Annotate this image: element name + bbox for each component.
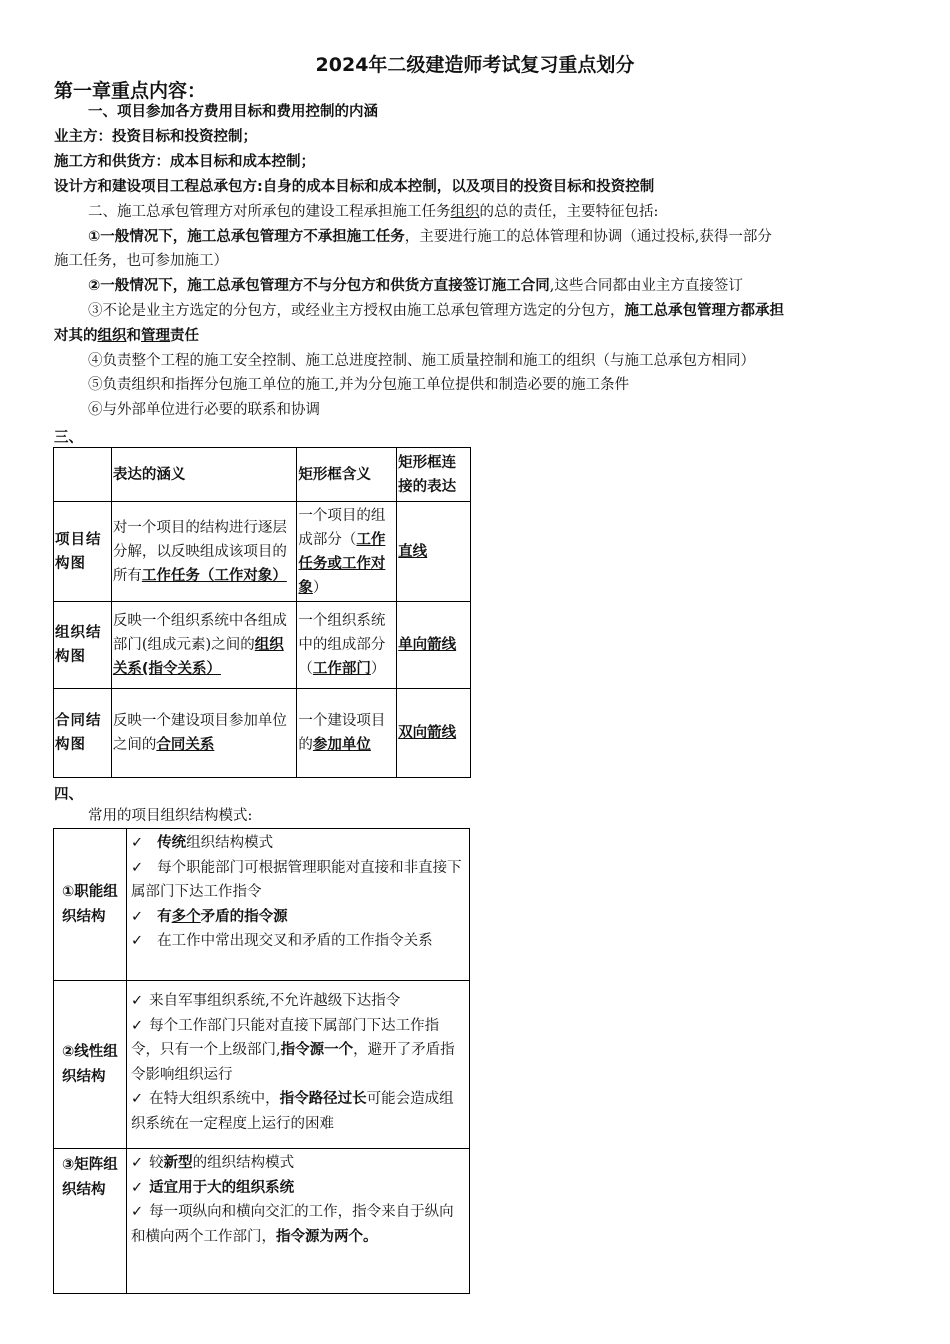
table-row	[54, 981, 470, 1149]
table-header-row	[54, 448, 471, 502]
list-item	[131, 1014, 465, 1088]
p3-wrap-u1: 组织	[97, 328, 127, 344]
row-box	[297, 689, 397, 778]
point-3-text: ③不论是业主方选定的分包方，或经业主方授权由施工总承包管理方选定的分包方，	[88, 303, 625, 319]
check-icon: ✓	[131, 1091, 144, 1107]
row-items	[127, 1149, 470, 1294]
box-text-end: ）	[370, 661, 386, 677]
item-bold: 指令源为两个	[276, 1228, 363, 1245]
table-row	[54, 502, 471, 602]
item-bold: 指令路径过长	[279, 1091, 367, 1107]
row-link: 直线	[397, 502, 471, 602]
item-bold: 传统	[157, 835, 187, 851]
list-item	[131, 1200, 465, 1249]
item-text: 每个工作部门只能对直接下属部门下达工作指令，只有一个上级部门,	[131, 1017, 440, 1058]
row-name: ③矩阵组织结构	[54, 1149, 127, 1294]
list-item	[131, 905, 465, 930]
header-empty	[54, 448, 112, 502]
meaning-key: 合同关系	[156, 737, 215, 753]
point-1	[88, 227, 772, 247]
item-text: 有	[157, 908, 172, 925]
meaning-text: 对一个项目的结构进行逐层分解，以反映组成该项目的所有	[112, 519, 287, 584]
item-text-end: 。	[363, 1228, 378, 1245]
box-text-end: ）	[312, 579, 328, 596]
table-row	[54, 689, 471, 778]
row-name: ②线性组织结构	[54, 981, 127, 1149]
check-icon: ✓	[131, 1017, 144, 1034]
item-text: 来自军事组织系统,不允许越级下达指令	[149, 993, 401, 1009]
point-5: ⑤负责组织和指挥分包施工单位的施工,并为分包施工单位提供和制造必要的施工条件	[88, 377, 630, 393]
org-structure-table	[53, 828, 470, 1294]
header-link: 矩形框连接的表达	[397, 448, 471, 502]
row-box	[297, 602, 397, 689]
row-meaning	[111, 689, 297, 778]
row-link: 双向箭线	[397, 689, 471, 778]
intro-text-end: 的总的责任，主要特征包括:	[479, 204, 659, 220]
p3-wrap-a: 对其的	[54, 328, 98, 344]
box-text: 一个组织系统中的组成部分（	[298, 613, 386, 677]
p3-wrap-b: 责任	[170, 328, 199, 344]
point-2	[88, 276, 743, 296]
meaning-text: 反映一个组织系统中各组成部门(组成元素)之间的	[112, 613, 287, 653]
table-row	[54, 1149, 470, 1294]
check-icon: ✓	[131, 1204, 144, 1220]
section-2-intro	[88, 202, 658, 222]
section-1-owner: 业主方：投资目标和投资控制；	[54, 129, 257, 145]
box-key: 工作任务或工作对象	[298, 531, 386, 596]
row-name: 合同结构图	[54, 689, 112, 778]
box-key: 工作部门	[312, 661, 371, 677]
header-box: 矩形框含义	[297, 448, 397, 502]
item-text-end: 的组织结构模式	[192, 1155, 295, 1171]
item-text: 适宜用于大的组织系统	[149, 1179, 295, 1196]
row-name: ①职能组织结构	[54, 829, 127, 981]
check-icon: ✓	[131, 859, 144, 876]
structure-chart-table	[53, 447, 471, 778]
list-item	[131, 929, 465, 954]
point-3-wrap	[54, 326, 199, 346]
row-link: 单向箭线	[397, 602, 471, 689]
point-2-rest: ,这些合同都由业主方直接签订	[549, 278, 743, 294]
list-item	[131, 1151, 465, 1176]
intro-text: 二、施工总承包管理方对所承包的建设工程承担施工任务	[88, 204, 451, 220]
item-text-end: 可能会造成组织系统在一定程度上运行的困难	[131, 1091, 454, 1132]
section-1-contractor: 施工方和供货方：成本目标和成本控制；	[54, 154, 315, 170]
item-bold: 新型	[163, 1155, 193, 1171]
p3-wrap-u2: 管理	[141, 328, 170, 344]
point-3-bold: 施工总承包管理方都承担	[624, 303, 784, 319]
list-item	[131, 1087, 465, 1136]
item-text: 在工作中常出现交叉和矛盾的工作指令关系	[157, 933, 433, 949]
meaning-key: 工作任务（工作对象）	[141, 567, 287, 584]
point-4: ④负责整个工程的施工安全控制、施工总进度控制、施工质量控制和施工的组织（与施工总承包方相同）	[88, 353, 755, 369]
section-4-intro: 常用的项目组织结构模式:	[88, 808, 253, 824]
section-3-label: 三、	[54, 430, 83, 446]
point-3	[88, 301, 784, 321]
item-text: 每个职能部门可根据管理职能对直接和非直接下属部门下达工作指令	[131, 859, 462, 900]
box-text: 一个项目的组成部分（	[298, 507, 386, 548]
section-1-designer: 设计方和建设项目工程总承包方:自身的成本目标和成本控制，以及项目的投资目标和投资控制	[54, 179, 655, 195]
check-icon: ✓	[131, 1179, 144, 1196]
check-icon: ✓	[131, 908, 144, 925]
point-1-rest: ，主要进行施工的总体管理和协调（通过投标,获得一部分	[404, 229, 772, 245]
box-key: 参加单位	[312, 737, 371, 753]
list-item	[131, 989, 465, 1014]
item-text-end: ，避开了矛盾指令影响组织运行	[131, 1042, 455, 1083]
document-title: 2024年二级建造师考试复习重点划分	[315, 54, 635, 76]
item-text-end: 矛盾的指令源	[200, 908, 288, 925]
row-items	[127, 829, 470, 981]
item-bold: 指令源一个	[280, 1042, 354, 1058]
check-icon: ✓	[131, 993, 144, 1009]
item-text: 较	[149, 1155, 164, 1171]
point-1-bold: ①一般情况下，施工总承包管理方不承担施工任务	[88, 229, 405, 245]
intro-underlined: 组织	[450, 204, 480, 220]
header-meaning: 表达的涵义	[111, 448, 297, 502]
point-1-wrap: 施工任务，也可参加施工）	[54, 253, 228, 269]
list-item	[131, 831, 465, 856]
item-text: 在特大组织系统中，	[149, 1091, 280, 1107]
meaning-text: 反映一个建设项目参加单位之间的	[112, 713, 287, 753]
row-box	[297, 502, 397, 602]
item-underlined: 多个	[171, 908, 201, 925]
meaning-key: 组织关系(指令关系）	[112, 637, 284, 677]
row-name: 项目结构图	[54, 502, 112, 602]
check-icon: ✓	[131, 835, 144, 851]
section-4-label: 四、	[54, 787, 83, 803]
table-row	[54, 829, 470, 981]
check-icon: ✓	[131, 1155, 144, 1171]
row-name: 组织结构图	[54, 602, 112, 689]
item-text: 每一项纵向和横向交汇的工作，指令来自于纵向和横向两个工作部门，	[131, 1204, 454, 1245]
box-text: 一个建设项目的	[298, 713, 386, 753]
row-meaning	[111, 602, 297, 689]
point-2-bold: ②一般情况下，施工总承包管理方不与分包方和供货方直接签订施工合同	[88, 278, 550, 294]
chapter-heading: 第一章重点内容：	[54, 80, 207, 102]
check-icon: ✓	[131, 933, 144, 949]
point-6: ⑥与外部单位进行必要的联系和协调	[88, 402, 320, 418]
table-row	[54, 602, 471, 689]
list-item	[131, 856, 465, 905]
section-1-heading: 一、项目参加各方费用目标和费用控制的内涵	[88, 104, 378, 120]
row-items	[127, 981, 470, 1149]
row-meaning	[111, 502, 297, 602]
item-text: 组织结构模式	[186, 835, 274, 851]
p3-wrap-and: 和	[126, 328, 141, 344]
list-item	[131, 1176, 465, 1201]
